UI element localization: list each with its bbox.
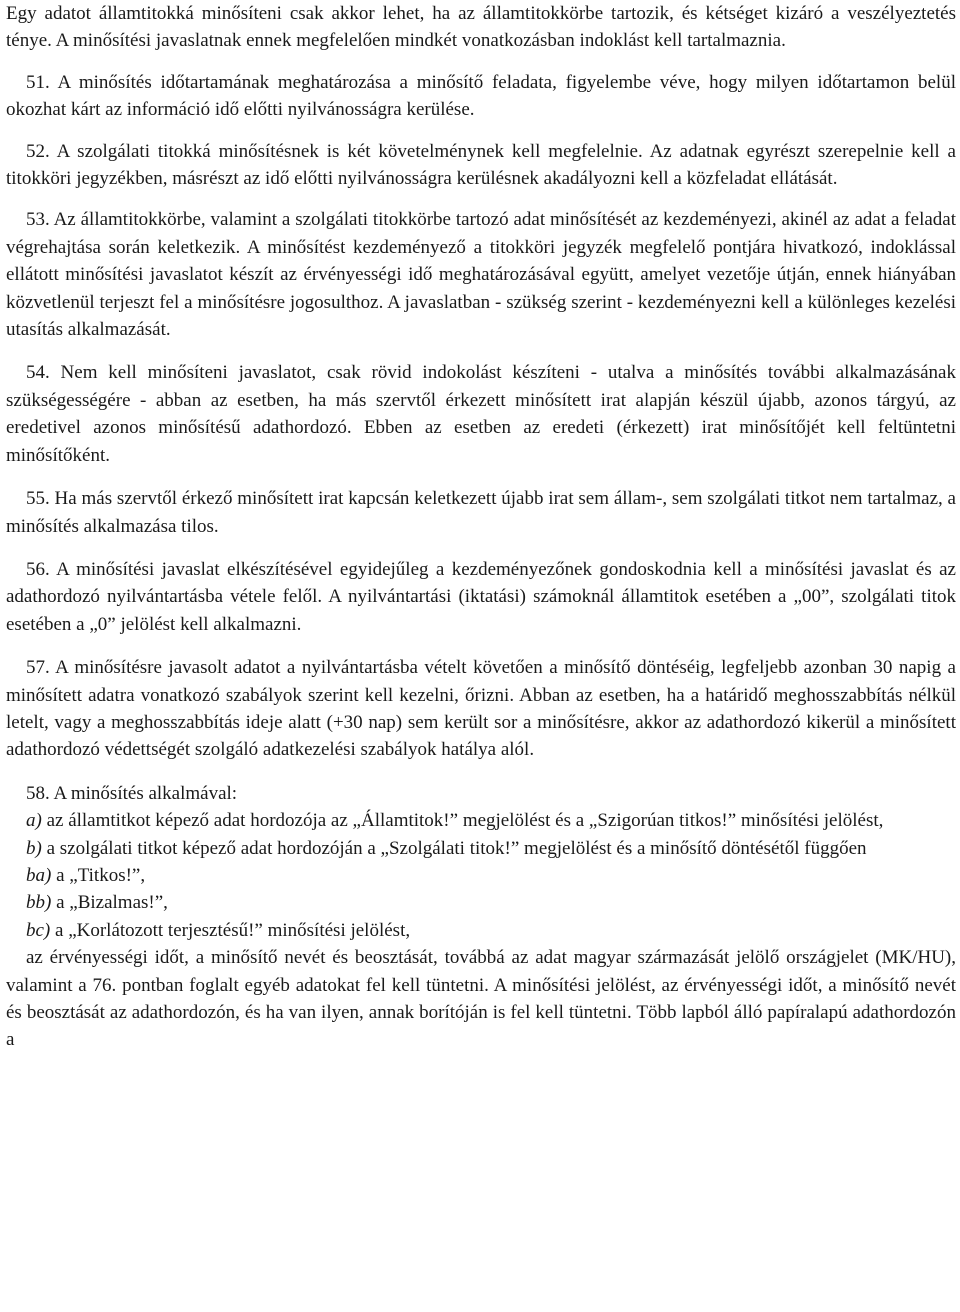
paragraph-51: 51. A minősítés időtartamának meghatározása a minősítő feladata, figyelembe véve, hogy milyen időtartamon belül okozhat kárt az információ idő előtti nyilvánosságra kerülése.	[6, 71, 956, 121]
paragraph-56: 56. A minősítési javaslat elkészítésével egyidejűleg a kezdeményezőnek gondoskodnia kell a minősítési javaslat és az adathordozó nyilvántartásba vétele felől. A nyilvántartási (iktatási) számoknál államtitok esetében a „00”, szolgálati titok esetében a „0” jelölést kell alkalmazni.	[6, 558, 956, 635]
item-ba-label: ba)	[26, 864, 52, 886]
item-ba	[6, 862, 956, 889]
document-page	[6, 0, 956, 1054]
paragraph-52: 52. A szolgálati titokká minősítésnek is két követelménynek kell megfelelnie. Az adatnak egyrészt szerepelnie kell a titokköri jegyzékben, másrészt az idő előtti nyilvánosságra kerülésnek akadályozni kell a közfeladat ellátását.	[6, 140, 956, 190]
paragraph-57: 57. A minősítésre javasolt adatot a nyilvántartásba vételt követően a minősítő döntéséig, legfeljebb azonban 30 napig a minősített adatra vonatkozó szabályok szerint kell kezelni, őrizni. Abban az esetben, ha a határidő meghosszabbítás nélkül letelt, vagy a meghosszabbítás ideje alatt (+30 nap) sem került sor a minősítésre, akkor az adathordozó kikerül a minősített adathordozó védettségét szolgáló adatkezelési szabályok hatálya alól.	[6, 657, 956, 761]
paragraph-54: 54. Nem kell minősíteni javaslatot, csak rövid indokolást készíteni - utalva a minősítés további alkalmazásának szükségességére - abban az esetben, ha más szervtől érkezett minősített irat alapján készül újabb, azonos tárgyú, az eredetivel azonos minősítésű adathordozó. Ebben az esetben az eredeti (érkezett) irat minősítőjét kell feltüntetni minősítőként.	[6, 362, 956, 466]
item-bb-text: a „Bizalmas!”,	[51, 892, 168, 914]
item-b-label: b)	[26, 837, 42, 859]
item-ba-text: a „Titkos!”,	[51, 864, 146, 886]
paragraph-58-tail: az érvényességi időt, a minősítő nevét és beosztását, továbbá az adat magyar származását jelölő országjelet (MK/HU), valamint a 76. pontban foglalt egyéb adatokat fel kell tüntetni. A minősítési jelölést, az érvényességi időt, a minősítő nevét és beosztását az adathordozón, és ha van ilyen, annak borítóján is fel kell tüntetni. Több lapból álló papíralapú adathordozón a	[6, 947, 956, 1051]
paragraph-53: 53. Az államtitokkörbe, valamint a szolgálati titokkörbe tartozó adat minősítését az kezdeményezi, akinél az adat a feladat végrehajtása során keletkezik. A minősítést kezdeményező a titokköri jegyzék megfelelő pontjára hivatkozó, indoklással ellátott minősítési javaslatot készít az érvényességi idő meghatározásával együtt, amelyet vezetője útján, ennek hiányában közvetlenül terjeszt fel a minősítésre jogosulthoz. A javaslatban - szükség szerint - kezdeményezni kell a különleges kezelési utasítás alkalmazását.	[6, 209, 956, 341]
item-bb-label: bb)	[26, 892, 52, 914]
paragraph-55: 55. Ha más szervtől érkező minősített irat kapcsán keletkezett újabb irat sem állam-, sem szolgálati titkot nem tartalmaz, a minősítés alkalmazása tilos.	[6, 488, 956, 537]
item-bc-label: bc)	[26, 919, 51, 941]
item-a	[6, 807, 956, 834]
item-a-text: az államtitkot képező adat hordozója az „Államtitok!” megjelölést és a „Szigorúan titkos!” minősítési jelölést,	[41, 810, 884, 832]
item-bb	[6, 889, 956, 916]
item-b	[6, 835, 956, 862]
paragraph-58-heading: 58. A minősítés alkalmával:	[26, 782, 238, 804]
item-bc	[6, 917, 956, 944]
item-a-label: a)	[26, 810, 42, 832]
intro-paragraph: Egy adatot államtitokká minősíteni csak akkor lehet, ha az államtitokkörbe tartozik, és kétséget kizáró a veszélyeztetés ténye. A minősítési javaslatnak ennek megfelelően mindkét vonatkozásban indoklást kell tartalmaznia.	[6, 3, 956, 52]
item-b-text: a szolgálati titkot képező adat hordozóján a „Szolgálati titok!” megjelölést és a minősítő döntésétől függően	[41, 837, 867, 859]
item-bc-text: a „Korlátozott terjesztésű!” minősítési jelölést,	[50, 919, 411, 941]
paragraph-58	[6, 780, 956, 1054]
